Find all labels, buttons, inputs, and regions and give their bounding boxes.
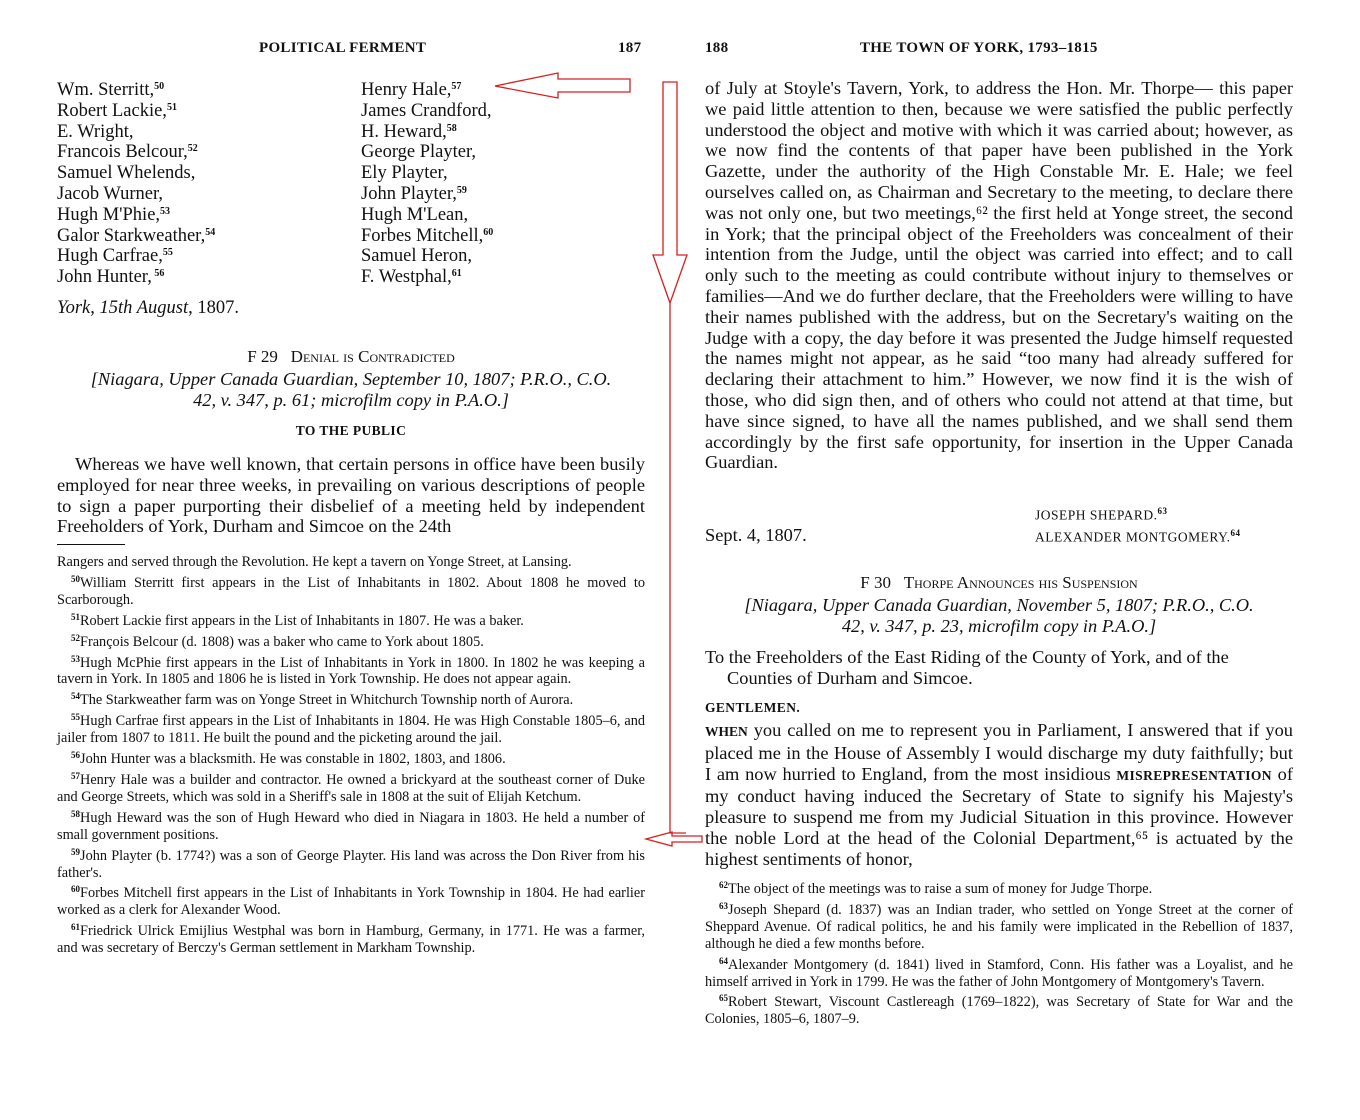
connector-line — [670, 303, 686, 833]
document-number: F 29 — [247, 347, 278, 366]
document-title: Denial is Contradicted — [290, 347, 455, 366]
signer-name: Jacob Wurner, — [57, 184, 164, 204]
footnote-number: 51 — [71, 611, 80, 622]
page-number: 188 — [705, 40, 729, 56]
footnote: $^{50}$William Sterritt first appears in the List of Inhabitants in 1802. About 1808 he moved to Scarborough. — [57, 573, 645, 608]
footnote: $^{62}$The object of the meetings was to raise a sum of money for Judge Thorpe. — [719, 880, 1153, 897]
footnote: $^{52}$François Belcour (d. 1808) was a baker who came to York about 1805. — [71, 632, 484, 650]
footnote-ref: 60 — [483, 226, 494, 238]
footnote: $^{60}$Forbes Mitchell first appears in the List of Inhabitants in York Township in 1804. He had earlier worked as a clerk for Alexander Wood. — [57, 884, 645, 919]
signer-name: Hugh Carfrae,$^{55}$ — [57, 246, 173, 267]
signer-name: George Playter, — [361, 142, 477, 163]
signature-date: Sept. 4, 1807. — [705, 525, 807, 545]
footnote-number: 55 — [71, 712, 80, 723]
document-subtitle: TO THE PUBLIC — [295, 422, 407, 438]
footnote: $^{59}$John Playter (b. 1774?) was a son of George Playter. His land was across the Don River from his father's. — [57, 846, 645, 881]
footnote-ref: 59 — [456, 185, 467, 196]
signer-name: Robert Lackie,$^{51}$ — [57, 100, 177, 121]
footnote: $^{58}$Hugh Heward was the son of Hugh Heward who died in Niagara in 1803. He held a number of small government positions. — [57, 808, 645, 843]
signer-name: Samuel Whelends, — [57, 163, 196, 184]
document-title: Thorpe Announces his Suspension — [903, 573, 1138, 592]
signer-name: Wm. Sterritt,$^{50}$ — [57, 80, 165, 100]
footnote-number: 60 — [71, 884, 80, 895]
footnote-number: 64 — [719, 955, 728, 966]
footnote-number: 65 — [719, 993, 728, 1004]
footnote-ref: 52 — [187, 143, 198, 155]
footnote-number: 58 — [71, 808, 80, 819]
signer-name: H. Heward,$^{58}$ — [361, 121, 457, 142]
footnote-number: 61 — [71, 922, 80, 933]
footnote: $^{51}$Robert Lackie first appears in the List of Inhabitants in 1807. He was a baker. — [71, 611, 524, 629]
footnote-ref: 51 — [166, 101, 177, 113]
page-number: 187 — [618, 40, 642, 56]
footnote-number: 57 — [71, 770, 80, 781]
footnote-ref: 58 — [446, 122, 457, 134]
footnote-number: 59 — [71, 846, 80, 857]
signer-name: E. Wright, — [57, 121, 134, 142]
signer-name: John Playter,$^{59}$ — [361, 184, 467, 204]
document-source: [Niagara, Upper Canada Guardian, September 10, 1807; P.R.O., C.O. 42, v. 347, p. 61; microfilm copy in P.A.O.] — [90, 369, 612, 410]
footnote: $^{55}$Hugh Carfrae first appears in the List of Inhabitants in 1804. He was High Constable 1805–6, and jailer from 1807 to 1811. He built the pound and the picketing around the jail. — [57, 712, 645, 747]
body-paragraph-2: WHEN you called on me to represent you in Parliament, I answered that if you placed me in the House of Assembly I would discharge my duty faithfully; but I am now hurried to England, from the most insidious MISREPRESENTATION of my conduct having induced the Secretary of State to signify his Majesty's pleasure to suspend me from my Judicial Situation in this province. However the noble Lord at the head of the Colonial Department,⁶⁵ is actuated by the highest sentiments of honor, — [705, 720, 1293, 869]
footnote-ref: 55 — [162, 247, 173, 259]
footnote: $^{57}$Henry Hale was a builder and contractor. He owned a brickyard at the southeast corner of Duke and George Streets, which was sold in a Sheriff's sale in 1808 at the suit of Elijah Ketchum. — [57, 770, 645, 805]
footnote-ref: 50 — [154, 81, 165, 92]
signer-name: Hugh M'Phie,$^{53}$ — [57, 204, 171, 225]
signer-name: Francois Belcour,$^{52}$ — [57, 142, 198, 163]
footnote: $^{61}$Friedrick Ulrick Emijlius Westphal was born in Hamburg, Germany, in 1771. He was a farmer, and was secretary of Berczy's German settlement in Markham Township. — [57, 922, 645, 957]
document-number: F 30 — [860, 573, 891, 592]
document-heading — [705, 573, 1293, 637]
body-paragraph: Whereas we have well known, that certain persons in office have been busily employed for near three weeks, in prevailing on various descriptions of people to sign a paper purporting their disbelief of a meeting held by independent Freeholders of York, Durham and Simcoe on the 24th — [57, 454, 645, 537]
signer-name: Galor Starkweather,$^{54}$ — [57, 225, 216, 246]
body-paragraph: of July at Stoyle's Tavern, York, to address the Hon. Mr. Thorpe— this paper we paid little attention to then, because we were satisfied the public perfectly understood the object and motive with which it was carried about; however, as we now find the contents of that paper have been published in the York Gazette, under the authority of the High Constable Mr. E. Hale; we feel ourselves called on, as Chairman and Secretary to the meeting, to declare there was not only one, but two meetings,⁶² the first held at Yonge street, the second in York; that the principal object of the Freeholders was concealment of their intention from the Judge, until the object was carried into effect; and to call only such to the meeting as could contribute without injury to themselves or families—And we do further declare, that the Freeholders were willing to have their names published with the address, but on the Secretary's waiting on the Judge with a copy, the day before it was presented the Judge himself requested the names might not appear, as he said “too many had already suffered for declaring their attachment to him.” However, we now find it is the wish of those, who did sign then, and of others who could not attend at that time, but have since signed, to have all the names published, and we shall send them accordingly by the first safe opportunity, for insertion in the Upper Canada Guardian. — [705, 78, 1293, 473]
footnote-number: 53 — [71, 653, 80, 664]
footnote-number: 62 — [719, 880, 728, 890]
footnote: Rangers and served through the Revolution. He kept a tavern on Yonge Street, at Lansing. — [57, 554, 572, 570]
footnote-number: 56 — [71, 750, 80, 761]
down-arrow-icon — [653, 82, 687, 303]
signer-name: Forbes Mitchell,$^{60}$ — [361, 225, 494, 246]
footnote-ref: 53 — [160, 205, 171, 217]
signer-name: Samuel Heron, — [361, 246, 472, 267]
signer-1: JOSEPH SHEPARD.$^{63}$ — [1035, 506, 1168, 523]
footnote-ref: 57 — [451, 81, 462, 92]
document-heading — [57, 347, 645, 439]
footnote-rule — [57, 544, 125, 545]
footnote-number: 52 — [71, 632, 80, 643]
left-arrow-icon — [495, 73, 630, 98]
footnote-number: 54 — [71, 691, 80, 702]
signer-name: Ely Playter, — [361, 163, 448, 184]
footnote: $^{64}$Alexander Montgomery (d. 1841) lived in Stamford, Conn. His father was a Loyalist, and he himself arrived in York in 1799. He was the father of John Montgomery of Montgomery's Tavern. — [705, 955, 1293, 990]
footnote-ref: 61 — [451, 268, 462, 280]
address-line: To the Freeholders of the East Riding of the County of York, and of the Counties of Durham and Simcoe. — [705, 647, 1229, 688]
footnote: $^{53}$Hugh McPhie first appears in the List of Inhabitants in York in 1800. In 1802 he was keeping a tavern in York. In 1805 and 1806 he is listed in York Township. He does not appear again. — [57, 653, 645, 688]
footnote: $^{54}$The Starkweather farm was on Yonge Street in Whitchurch Township north of Aurora. — [71, 691, 574, 709]
footnote: $^{65}$Robert Stewart, Viscount Castlereagh (1769–1822), was Secretary of State for War and the Colonies, 1805–6, 1807–9. — [705, 993, 1293, 1028]
signer-name: F. Westphal,$^{61}$ — [361, 267, 462, 288]
dateline: York, 15th August, 1807. — [57, 298, 239, 318]
footnote-ref: 56 — [151, 268, 165, 280]
footnote-number: 63 — [719, 900, 728, 911]
salutation: GENTLEMEN. — [705, 700, 801, 715]
footnote-arrow-icon — [646, 832, 702, 846]
footnotes — [57, 554, 645, 957]
signer-name: John Hunter, $^{56}$ — [57, 267, 165, 288]
footnote: $^{56}$John Hunter was a blacksmith. He was constable in 1802, 1803, and 1806. — [71, 750, 506, 768]
footnotes — [705, 877, 1293, 1028]
signer-2: ALEXANDER MONTGOMERY.$^{64}$ — [1035, 528, 1241, 545]
footnote-number: 50 — [71, 573, 80, 584]
running-head-title: THE TOWN OF YORK, 1793–1815 — [860, 40, 1098, 56]
signer-name: Hugh M'Lean, — [361, 204, 469, 225]
signer-name: James Crandford, — [361, 100, 492, 121]
footnote-ref: 54 — [205, 226, 216, 238]
running-head-title: POLITICAL FERMENT — [259, 40, 427, 56]
document-source: [Niagara, Upper Canada Guardian, November 5, 1807; P.R.O., C.O. 42, v. 347, p. 23, microfilm copy in P.A.O.] — [744, 595, 1254, 636]
footnote: $^{63}$Joseph Shepard (d. 1837) was an Indian trader, who settled on Yonge Street at the corner of Sheppard Avenue. Of radical politics, he and his family were implicated in the Rebellion of 1837, although he died a few months before. — [705, 900, 1293, 952]
signer-name: Henry Hale,$^{57}$ — [361, 80, 462, 100]
